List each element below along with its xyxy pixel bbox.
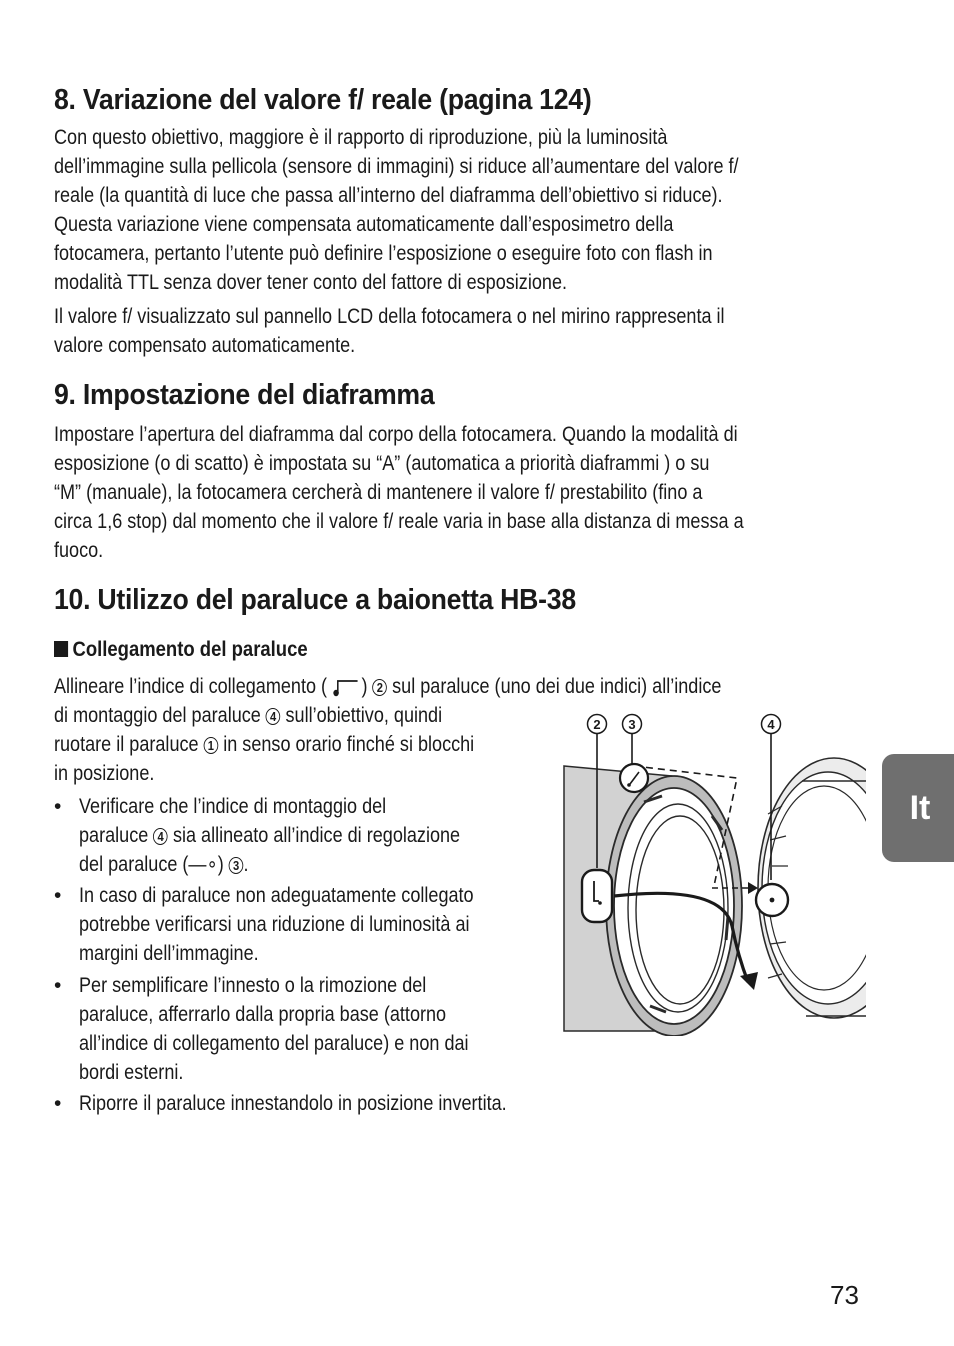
marker-4: 4 bbox=[266, 708, 281, 725]
callout-4: 4 bbox=[767, 717, 775, 732]
section-9-paragraph bbox=[54, 420, 744, 565]
text-line: fuoco. bbox=[54, 539, 104, 562]
text-line: Con questo obiettivo, maggiore è il rapporto di riproduzione, più la luminosità bbox=[54, 126, 668, 149]
subheading-attaching-hood bbox=[54, 638, 308, 662]
text-line: Impostare l’apertura del diaframma dal corpo della fotocamera. Quando la modalità di bbox=[54, 423, 738, 446]
text-line: valore compensato automaticamente. bbox=[54, 334, 356, 357]
text-line: modalità TTL senza dover tener conto del fattore di esposizione. bbox=[54, 271, 568, 294]
marker-2: 2 bbox=[373, 679, 388, 696]
callout-3: 3 bbox=[628, 717, 636, 732]
marker-4: 4 bbox=[153, 828, 168, 845]
page-number: 73 bbox=[830, 1280, 859, 1310]
marker-3: 3 bbox=[229, 857, 244, 874]
text-line: Questa variazione viene compensata automaticamente dall’esposimetro della bbox=[54, 213, 674, 236]
hood-attachment-index-icon bbox=[330, 677, 359, 697]
text-line: Allineare l’indice di collegamento ( ) 2 sul paraluce (uno dei due indici) all’indice bbox=[54, 675, 722, 698]
marker-1: 1 bbox=[204, 737, 219, 754]
text-line: “M” (manuale), la fotocamera cercherà di mantenere il valore f/ prestabilito (fino a bbox=[54, 481, 703, 504]
bullet-dot: • bbox=[54, 1092, 62, 1115]
text-line: ruotare il paraluce 1 in senso orario finché si blocchi bbox=[54, 733, 475, 756]
hood-adjustment-index-symbol: —∘ bbox=[188, 853, 218, 876]
lens-hood-illustration bbox=[562, 706, 866, 1036]
text-line: di montaggio del paraluce 4 sull’obiettivo, quindi bbox=[54, 704, 443, 727]
subheading-text: Collegamento del paraluce bbox=[72, 638, 308, 661]
bullet-text: In caso di paraluce non adeguatamente collegato potrebbe verificarsi una riduzione di luminosità ai margini dell’immagine. bbox=[79, 884, 474, 965]
section-8-paragraph-2 bbox=[54, 302, 725, 360]
language-tab: It bbox=[882, 754, 954, 862]
bullet-text: Per semplificare l’innesto o la rimozione del paraluce, afferrarlo dalla propria base (attorno all’indice di collegamento del paraluce) e non dai bordi esterni. bbox=[79, 974, 469, 1084]
section-8-paragraph-1 bbox=[54, 123, 739, 297]
callout-2: 2 bbox=[593, 717, 601, 732]
text-line: in posizione. bbox=[54, 762, 155, 785]
bullet-dot: • bbox=[54, 974, 62, 997]
text-line: circa 1,6 stop) dal momento che il valore f/ reale varia in base alla distanza di messa a bbox=[54, 510, 744, 533]
text-line: reale (la quantità di luce che passa all’interno del diaframma dell’obiettivo si riduce). bbox=[54, 184, 723, 207]
section-8-heading: 8. Variazione del valore f/ reale (pagina 124) bbox=[54, 84, 592, 116]
bullet-text: Verificare che l’indice di montaggio del paraluce 4 sia allineato all’indice di regolazione del paraluce (—∘) 3 . bbox=[79, 795, 461, 876]
section-10-heading: 10. Utilizzo del paraluce a baionetta HB-38 bbox=[54, 584, 576, 616]
bullet-dot: • bbox=[54, 884, 62, 907]
text-line: dell’immagine sulla pellicola (sensore di immagini) si riduce all’aumentare del valore f/ bbox=[54, 155, 739, 178]
text-line: fotocamera, pertanto l’utente può definire l’esposizione o eseguire foto con flash in bbox=[54, 242, 713, 265]
bullet-dot: • bbox=[54, 795, 62, 818]
square-bullet-icon bbox=[54, 641, 68, 657]
text-line: esposizione (o di scatto) è impostata su “A” (automatica a priorità diaframmi ) o su bbox=[54, 452, 710, 475]
section-9-heading: 9. Impostazione del diaframma bbox=[54, 379, 435, 411]
text-line: Il valore f/ visualizzato sul pannello LCD della fotocamera o nel mirino rappresenta il bbox=[54, 305, 725, 328]
bullet-text: Riporre il paraluce innestandolo in posizione invertita. bbox=[79, 1092, 507, 1115]
